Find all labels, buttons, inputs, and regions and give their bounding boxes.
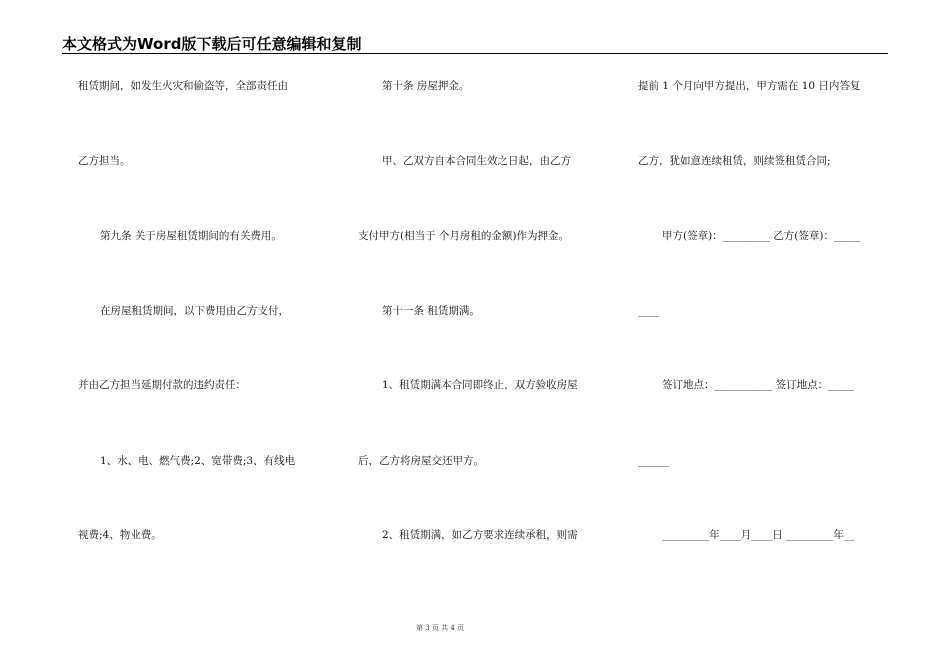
page-number-footer: 第 3 页 共 4 页 xyxy=(415,624,465,632)
signing-place-line: ______ xyxy=(638,455,670,467)
text-line: 1、租赁期满本合同即终止，双方验收房屋 xyxy=(382,379,578,391)
text-line: 后，乙方将房屋交还甲方。 xyxy=(358,455,484,467)
header-divider xyxy=(62,53,888,54)
text-line: 在房屋租赁期间，以下费用由乙方支付， xyxy=(100,305,289,317)
document-header-title: 本文格式为Word版下载后可任意编辑和复制 xyxy=(62,35,362,53)
signing-place-line: 签订地点：___________ 签订地点：_____ xyxy=(662,379,855,391)
text-line: 视费;4、物业费。 xyxy=(78,529,162,541)
text-line: 第十条 房屋押金。 xyxy=(382,80,470,92)
text-line: 提前 1 个月向甲方提出，甲方需在 10 日内答复 xyxy=(638,80,861,92)
text-line: 2、租赁期满，如乙方要求连续承租，则需 xyxy=(382,529,578,541)
text-line: 乙方担当。 xyxy=(78,155,131,167)
text-line: 1、水、电、燃气费;2、宽带费;3、有线电 xyxy=(100,455,296,467)
text-line: 甲、乙双方自本合同生效之日起，由乙方 xyxy=(382,155,571,167)
date-line: _________年____月____日 _________年__ xyxy=(662,529,855,541)
text-line: 租赁期间，如发生火灾和偷盗等，全部责任由 xyxy=(78,80,288,92)
text-line: 支付甲方(相当于 个月房租的金额)作为押金。 xyxy=(358,230,570,242)
text-line: 第十一条 租赁期满。 xyxy=(382,305,480,317)
text-line: 并由乙方担当延期付款的违约责任： xyxy=(78,379,246,391)
text-line: 乙方，犹如意连续租赁，则续签租赁合同; xyxy=(638,155,831,167)
text-line: 第九条 关于房屋租赁期间的有关费用。 xyxy=(100,230,282,242)
signature-line: ____ xyxy=(638,305,659,317)
signature-line: 甲方(签章)：_________ 乙方(签章)：_____ xyxy=(662,230,861,242)
